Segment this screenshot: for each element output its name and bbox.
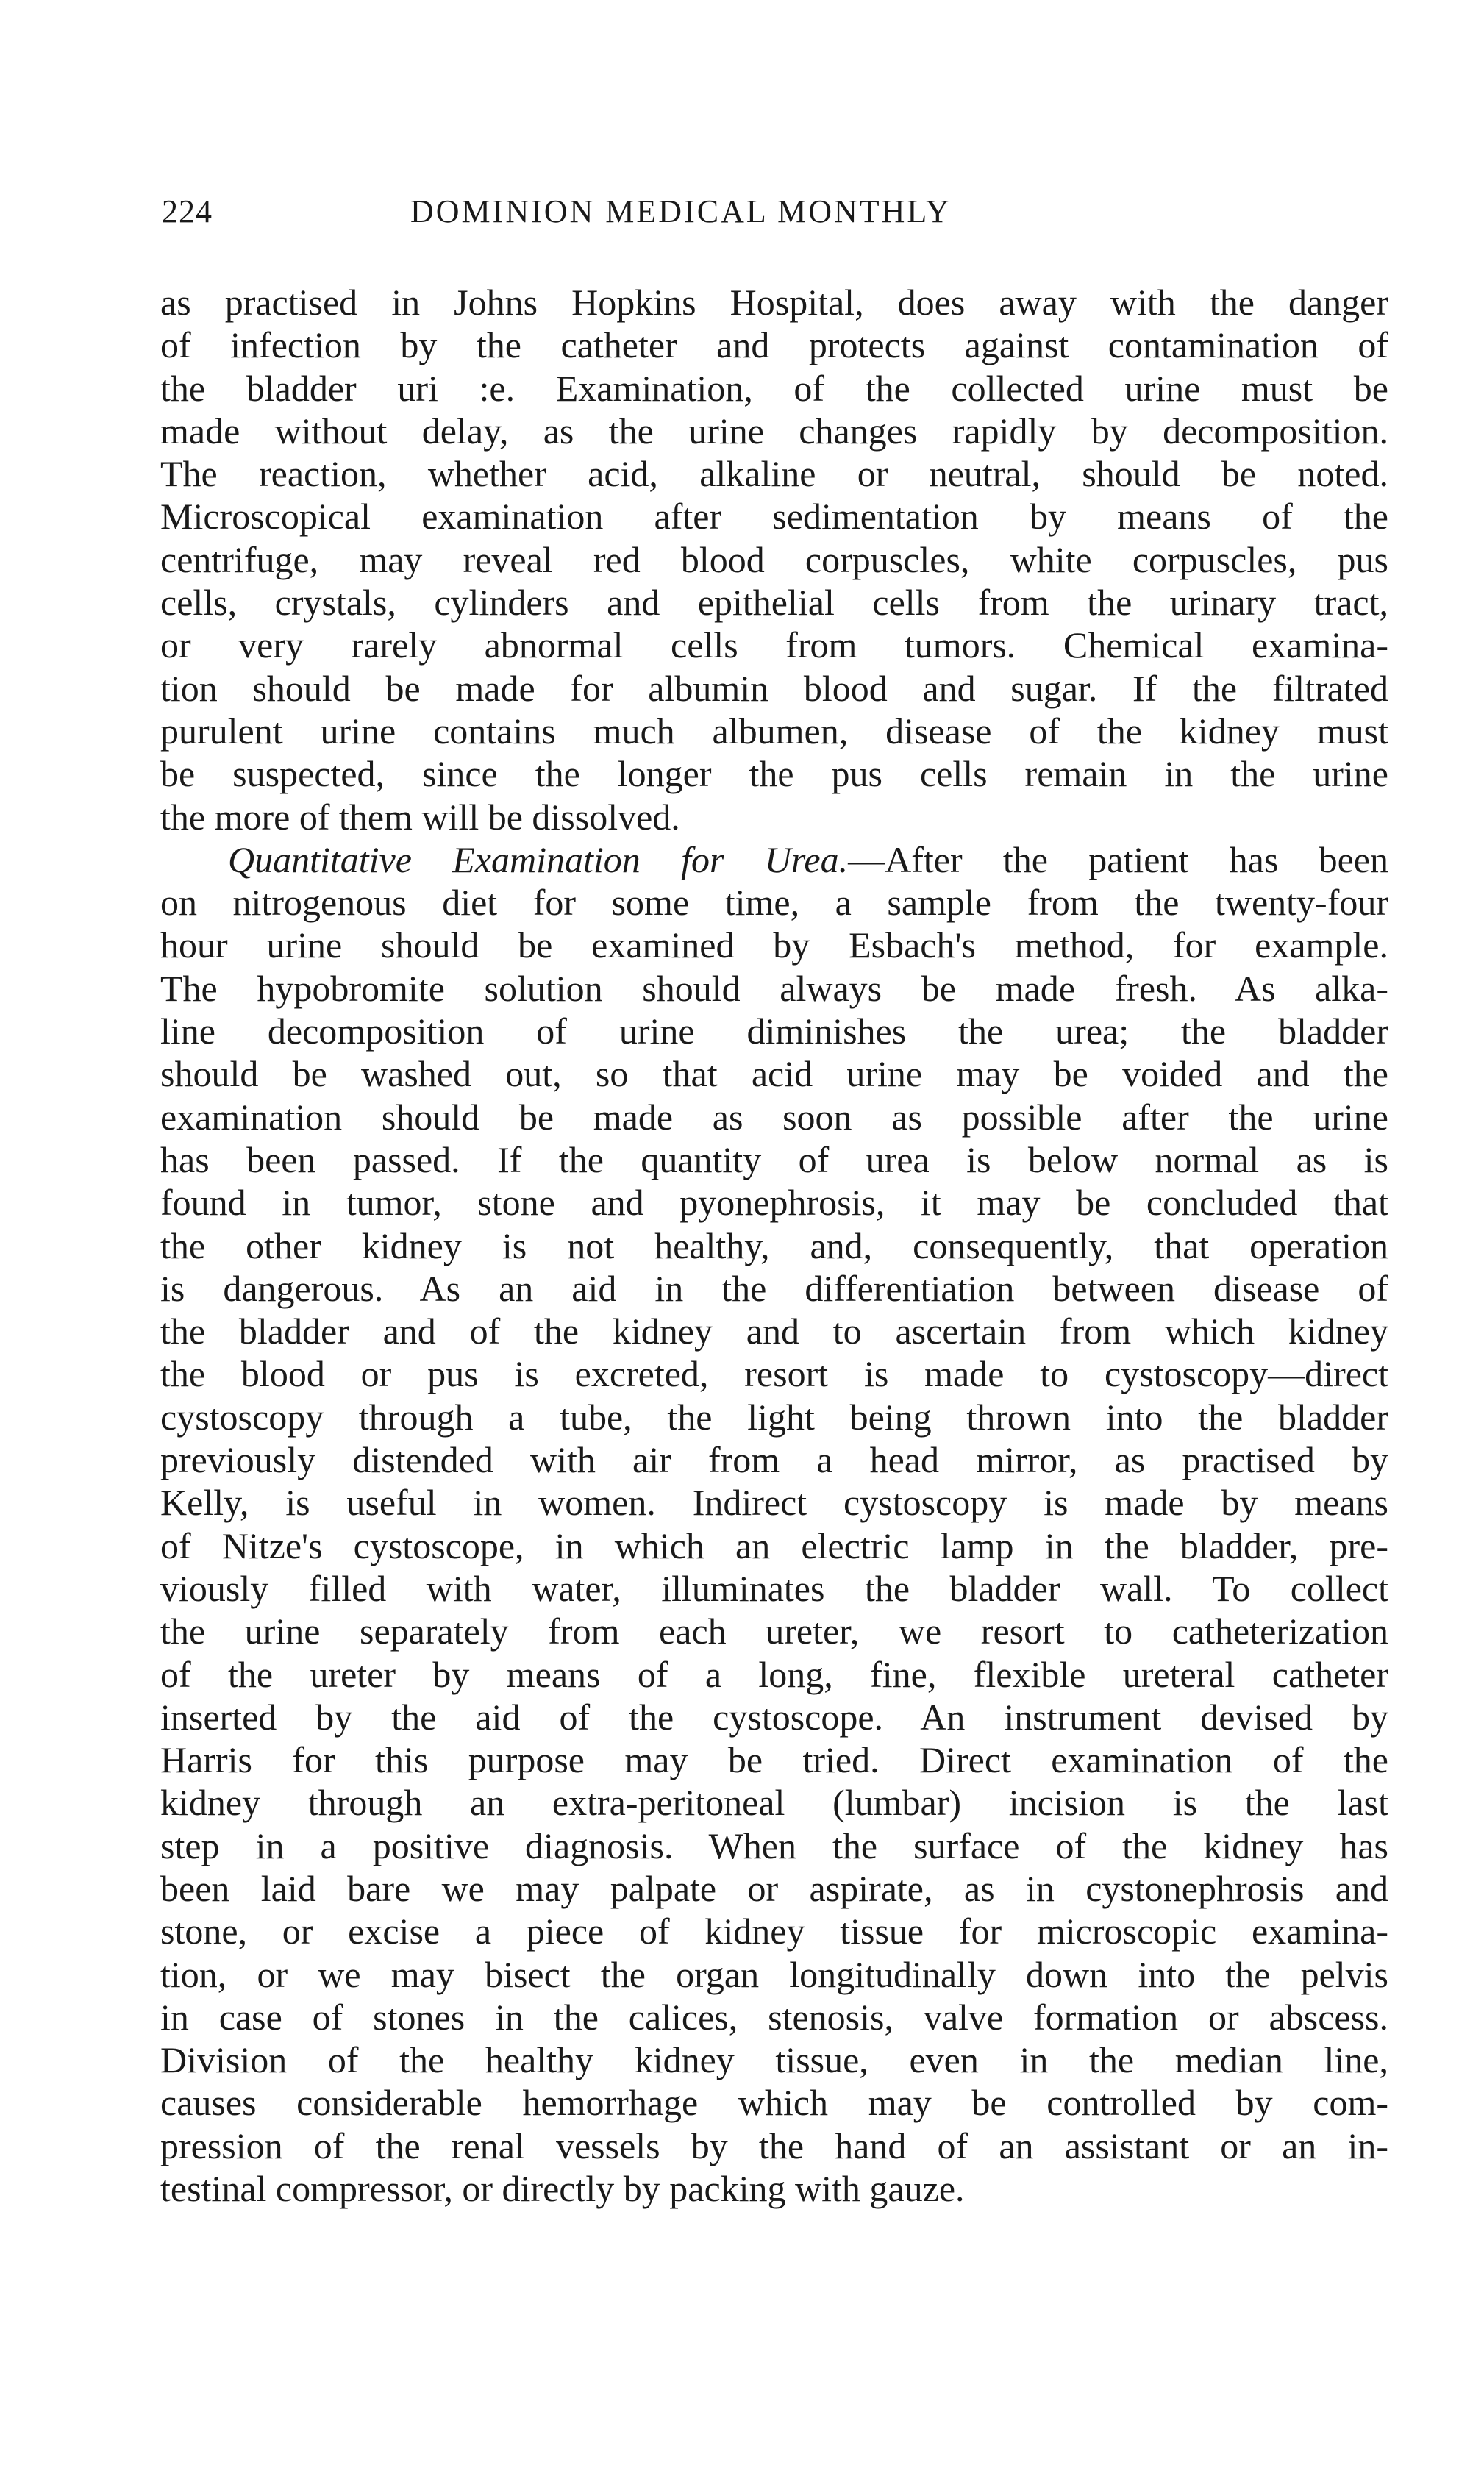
text-line: inserted by the aid of the cystoscope. An instrument devised by xyxy=(160,1696,1388,1738)
text-line: line decomposition of urine diminishes the urea; the bladder xyxy=(160,1010,1388,1052)
paragraph-urea-examination xyxy=(160,838,1388,2211)
text-line: the more of them will be dissolved. xyxy=(160,796,680,838)
text-line: hour urine should be examined by Esbach's method, for example. xyxy=(160,924,1388,966)
text-line xyxy=(160,838,1388,881)
article-body xyxy=(160,281,1388,2210)
page-number: 224 xyxy=(162,193,213,229)
text-line: The hypobromite solution should always be made fresh. As alka- xyxy=(160,967,1388,1009)
text-line: viously filled with water, illuminates the bladder wall. To collect xyxy=(160,1567,1388,1609)
journal-title: DOMINION MEDICAL MONTHLY xyxy=(410,193,952,229)
text-line: found in tumor, stone and pyonephrosis, it may be concluded that xyxy=(160,1182,1388,1224)
text-line: the bladder uri :e. Examination, of the collected urine must be xyxy=(160,367,1388,409)
text-line: the bladder and of the kidney and to ascertain from which kidney xyxy=(160,1310,1388,1352)
paragraph-urine-examination xyxy=(160,281,1388,838)
text-line: Kelly, is useful in women. Indirect cystoscopy is made by means xyxy=(160,1482,1388,1524)
text-line: be suspected, since the longer the pus cells remain in the urine xyxy=(160,753,1388,795)
text-line: has been passed. If the quantity of urea is below normal as is xyxy=(160,1138,1388,1180)
section-title: Quantitative Examination for Urea. xyxy=(228,838,849,880)
text-line: tion, or we may bisect the organ longitudinally down into the pelvis xyxy=(160,1953,1388,1995)
text-line: of Nitze's cystoscope, in which an electric lamp in the bladder, pre- xyxy=(160,1524,1388,1566)
text-line: made without delay, as the urine changes rapidly by decomposition. xyxy=(160,410,1388,452)
text-line: Division of the healthy kidney tissue, even in the median line, xyxy=(160,2039,1388,2081)
text-line: of the ureter by means of a long, fine, flexible ureteral catheter xyxy=(160,1653,1388,1695)
text-line: stone, or excise a piece of kidney tissue for microscopic examina- xyxy=(160,1911,1388,1952)
text-line: previously distended with air from a head mirror, as practised by xyxy=(160,1439,1388,1481)
text-line: Microscopical examination after sedimentation by means of the xyxy=(160,496,1388,538)
running-head xyxy=(162,193,1118,244)
text-line: The reaction, whether acid, alkaline or neutral, should be noted. xyxy=(160,453,1388,495)
text-line: as practised in Johns Hopkins Hospital, does away with the danger xyxy=(160,282,1388,323)
text-line: should be washed out, so that acid urine may be voided and the xyxy=(160,1053,1388,1095)
text-line: causes considerable hemorrhage which may be controlled by com- xyxy=(160,2082,1388,2124)
text-line: Harris for this purpose may be tried. Direct examination of the xyxy=(160,1739,1388,1781)
text-line: the urine separately from each ureter, we resort to catheterization xyxy=(160,1610,1388,1652)
text-line: purulent urine contains much albumen, disease of the kidney must xyxy=(160,710,1388,752)
text-line: is dangerous. As an aid in the differentiation between disease of xyxy=(160,1267,1388,1309)
text-line: step in a positive diagnosis. When the surface of the kidney has xyxy=(160,1824,1388,1866)
text-line: cells, crystals, cylinders and epithelial cells from the urinary tract, xyxy=(160,582,1388,624)
text-line: in case of stones in the calices, stenosis, valve formation or abscess. xyxy=(160,1996,1388,2038)
text-line: testinal compressor, or directly by packing with gauze. xyxy=(160,2168,965,2210)
text-fragment: —After the patient has been xyxy=(848,838,1388,880)
text-line: centrifuge, may reveal red blood corpuscles, white corpuscles, pus xyxy=(160,538,1388,580)
text-line: on nitrogenous diet for some time, a sample from the twenty-four xyxy=(160,882,1388,924)
text-line: examination should be made as soon as possible after the urine xyxy=(160,1096,1388,1138)
text-line: of infection by the catheter and protects against contamination of xyxy=(160,324,1388,366)
text-line: pression of the renal vessels by the hand of an assistant or an in- xyxy=(160,2125,1388,2166)
text-line: kidney through an extra-peritoneal (lumbar) incision is the last xyxy=(160,1782,1388,1824)
text-line: tion should be made for albumin blood and sugar. If the filtrated xyxy=(160,667,1388,709)
text-line: or very rarely abnormal cells from tumors. Chemical examina- xyxy=(160,624,1388,666)
text-line: the other kidney is not healthy, and, consequently, that operation xyxy=(160,1224,1388,1266)
text-line: the blood or pus is excreted, resort is made to cystoscopy—direct xyxy=(160,1353,1388,1395)
text-line: been laid bare we may palpate or aspirate, as in cystonephrosis and xyxy=(160,1867,1388,1909)
text-line: cystoscopy through a tube, the light being thrown into the bladder xyxy=(160,1396,1388,1438)
